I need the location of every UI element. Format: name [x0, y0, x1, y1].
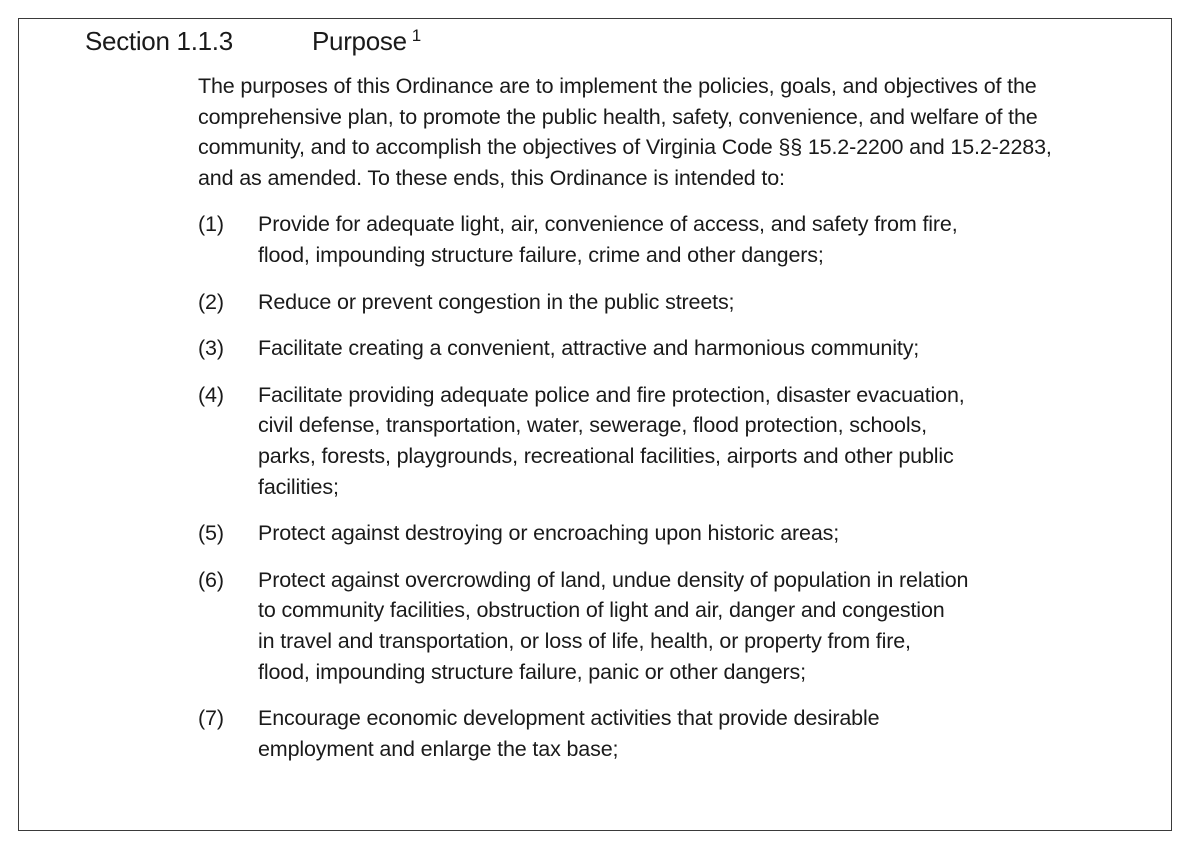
list-item	[198, 380, 1078, 502]
list-item	[198, 703, 1078, 764]
list-item-number: (4)	[198, 382, 224, 407]
list-item-line: Protect against overcrowding of land, undue density of population in relation	[258, 567, 969, 592]
list-item	[198, 565, 1078, 687]
list-item	[198, 287, 1078, 318]
list-item-number: (1)	[198, 212, 224, 237]
list-item-line: employment and enlarge the tax base;	[258, 736, 619, 761]
list-item-line: to community facilities, obstruction of light and air, danger and congestion	[258, 598, 945, 623]
list-item-text	[258, 287, 1078, 318]
footnote-marker[interactable]: 1	[411, 26, 421, 45]
list-item-text	[258, 380, 1078, 502]
list-item-number: (6)	[198, 567, 224, 592]
section-body	[198, 71, 1078, 764]
list-item-number: (3)	[198, 336, 224, 361]
list-item-text	[258, 333, 1078, 364]
list-item-line: Facilitate creating a convenient, attractive and harmonious community;	[258, 336, 920, 361]
list-item-text	[258, 703, 1078, 764]
list-item	[198, 333, 1078, 364]
list-item-line: civil defense, transportation, water, sewerage, flood protection, schools,	[258, 413, 927, 438]
list-item	[198, 209, 1078, 270]
list-item-line: facilities;	[258, 474, 339, 499]
list-item	[198, 518, 1078, 549]
list-item-line: flood, impounding structure failure, panic or other dangers;	[258, 659, 806, 684]
list-item-text	[258, 518, 1078, 549]
list-item-line: Provide for adequate light, air, convenience of access, and safety from fire,	[258, 212, 958, 237]
list-item-line: in travel and transportation, or loss of life, health, or property from fire,	[258, 628, 911, 653]
list-item-number: (2)	[198, 289, 224, 314]
list-item-line: parks, forests, playgrounds, recreational facilities, airports and other public	[258, 443, 954, 468]
section-title	[312, 26, 421, 56]
section-heading	[85, 19, 421, 58]
list-item-text	[258, 565, 1078, 687]
list-item-number: (7)	[198, 706, 224, 731]
section-title-text: Purpose	[312, 26, 407, 56]
purpose-list	[198, 209, 1078, 764]
list-item-line: Protect against destroying or encroaching upon historic areas;	[258, 521, 840, 546]
section-number: Section 1.1.3	[85, 26, 233, 56]
list-item-line: Facilitate providing adequate police and fire protection, disaster evacuation,	[258, 382, 965, 407]
list-item-number: (5)	[198, 521, 224, 546]
intro-paragraph: The purposes of this Ordinance are to implement the policies, goals, and objectives of the comprehensive plan, to promote the public health, safety, convenience, and welfare of the community, and to accomplish the objectives of Virginia Code §§ 15.2-2200 and 15.2-2283, and as amended. To these ends, this Ordinance is intended to:	[198, 74, 1052, 190]
list-item-text	[258, 209, 1078, 270]
list-item-line: Reduce or prevent congestion in the public streets;	[258, 289, 735, 314]
list-item-line: Encourage economic development activities that provide desirable	[258, 706, 880, 731]
list-item-line: flood, impounding structure failure, crime and other dangers;	[258, 242, 824, 267]
